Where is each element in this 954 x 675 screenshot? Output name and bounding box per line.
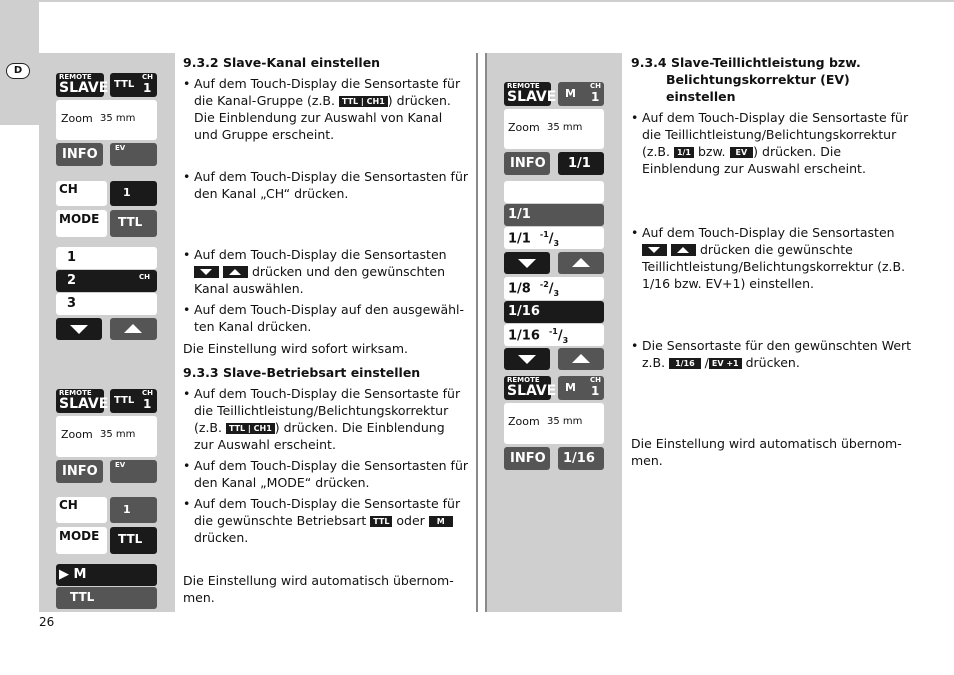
power-value-button-2[interactable]: 1/16 [558, 447, 604, 470]
ch-button-2[interactable]: CH [56, 497, 107, 523]
instruction-1: • Auf dem Touch-Display die Sensortaste für die Teillichtleistung/Belichtungskorrektur (z.B. TTL | CH1 ) drücken. Die Einblendung zur Auswahl erscheint. [183, 385, 468, 453]
zoom-display-2: Zoom 35 mm [56, 416, 157, 457]
note: Die Einstellung wird sofort wirksam. [183, 341, 408, 356]
section-heading: 9.3.4 Slave-Teillichtleistung bzw. [631, 55, 861, 70]
language-tab: D [6, 63, 30, 79]
down-arrow-button-2[interactable] [504, 252, 550, 274]
slave-button[interactable]: REMOTE SLAVE [56, 73, 104, 97]
up-arrow-icon [572, 354, 590, 363]
instruction-2: • Auf dem Touch-Display die Sensortasten drücken die gewünschte Teillichtleistung/Belichtungskorrektur (z.B. 1/16 bzw. EV+1) einstellen. [631, 224, 916, 292]
down-arrow-button[interactable] [56, 318, 102, 340]
channel-item-1[interactable]: 1 [56, 247, 157, 269]
m-badge: M [429, 516, 453, 527]
section-heading: 9.3.2 Slave-Kanal einstellen [183, 55, 381, 70]
instruction-4: • Auf dem Touch-Display auf den ausgewähl-ten Kanal drücken. [183, 301, 468, 335]
ch-value-2[interactable]: 1 [110, 497, 157, 523]
mode-value-2[interactable]: TTL [110, 527, 157, 554]
down-arrow-icon [518, 355, 536, 364]
ttl-badge: TTL [370, 516, 392, 527]
value-row-1-8[interactable]: 1/8 $^{-2}/_3$ [504, 277, 604, 300]
down-arrow-icon [518, 259, 536, 268]
slave-button-4[interactable]: REMOTE SLAVE [504, 376, 551, 400]
ev-button-2[interactable]: EV [110, 460, 157, 483]
mode-button[interactable]: MODE [56, 210, 107, 237]
zoom-display: Zoom 35 mm [56, 100, 157, 140]
one-one-badge: 1/1 [674, 147, 694, 158]
instruction-3: • Auf dem Touch-Display die Sensortaste für die gewünschte Betriebsart TTL oder M drücken. [183, 495, 468, 546]
down-arrow-icon [642, 244, 667, 256]
zoom-display-3: Zoom 35 mm [504, 109, 604, 149]
ch-button[interactable]: CH [56, 181, 107, 206]
instruction-3: • Die Sensortaste für den gewünschten Wert z.B. 1/16 / EV +1 drücken. [631, 337, 916, 371]
down-arrow-icon [70, 325, 88, 334]
down-arrow-button-3[interactable] [504, 348, 550, 370]
mode-button-2[interactable]: MODE [56, 527, 107, 554]
ch-value[interactable]: 1 [110, 181, 157, 206]
note: Die Einstellung wird automatisch übernom-men. [631, 436, 902, 468]
info-button-3[interactable]: INFO [504, 152, 550, 175]
ev-badge: EV [730, 147, 754, 158]
ttl-ch-button-2[interactable]: TTL CH 1 [110, 389, 157, 413]
column-divider [476, 53, 478, 612]
m-ch-button-2[interactable]: M CH 1 [558, 376, 604, 400]
m-ch-button[interactable]: M CH 1 [558, 82, 604, 106]
mode-option-ttl[interactable]: TTL [56, 587, 157, 609]
one-sixteenth-badge: 1/16 [669, 358, 701, 369]
up-arrow-button[interactable] [110, 318, 157, 340]
slave-button-2[interactable]: REMOTE SLAVE [56, 389, 104, 413]
value-row-1-16-third[interactable]: 1/16 $^{-1}/_3$ [504, 324, 604, 346]
slave-button-3[interactable]: REMOTE SLAVE [504, 82, 551, 106]
top-border [39, 0, 954, 2]
value-row-1-1-third[interactable]: 1/1 $^{-1}/_3$ [504, 227, 604, 249]
instruction-2: • Auf dem Touch-Display die Sensortasten für den Kanal „MODE“ drücken. [183, 457, 468, 491]
section-9-3-3 [183, 364, 468, 606]
instruction-3: • Auf dem Touch-Display die Sensortasten drücken und den gewünschten Kanal auswählen. [183, 246, 468, 297]
info-button-4[interactable]: INFO [504, 447, 550, 470]
up-arrow-button-3[interactable] [558, 348, 604, 370]
column-divider-2 [485, 53, 487, 612]
value-row-1-16[interactable]: 1/16 [504, 301, 604, 323]
up-arrow-button-2[interactable] [558, 252, 604, 274]
ev-plus-one-badge: EV +1 [709, 358, 742, 369]
down-arrow-icon [194, 266, 219, 278]
ttl-ch1-badge: TTL | CH1 [226, 423, 275, 434]
note: Die Einstellung wird automatisch übernom-men. [183, 573, 454, 605]
ttl-ch1-badge: TTL | CH1 [339, 96, 388, 107]
info-button-2[interactable]: INFO [56, 460, 103, 483]
channel-item-2[interactable]: 2 CH [56, 270, 157, 292]
up-arrow-icon [124, 324, 142, 333]
section-9-3-2 [183, 54, 468, 357]
value-row-1-1[interactable]: 1/1 [504, 204, 604, 226]
empty-row [504, 181, 604, 203]
channel-item-3[interactable]: 3 [56, 293, 157, 315]
zoom-display-4: Zoom 35 mm [504, 403, 604, 444]
up-arrow-icon [572, 258, 590, 267]
section-9-3-4 [631, 54, 916, 469]
page-number: 26 [39, 615, 55, 629]
section-heading: 9.3.3 Slave-Betriebsart einstellen [183, 365, 421, 380]
ev-button[interactable]: EV [110, 143, 157, 166]
power-value-button[interactable]: 1/1 [558, 152, 604, 175]
info-button[interactable]: INFO [56, 143, 103, 166]
mode-value[interactable]: TTL [110, 210, 157, 237]
instruction-1: • Auf dem Touch-Display die Sensortaste für die Kanal-Gruppe (z.B. TTL | CH1 ) drücken. Die Einblendung zur Auswahl von Kanal und Gruppe erscheint. [183, 75, 468, 143]
ttl-ch-button[interactable]: TTL CH 1 [110, 73, 157, 97]
up-arrow-icon [223, 266, 248, 278]
instruction-2: • Auf dem Touch-Display die Sensortasten für den Kanal „CH“ drücken. [183, 168, 468, 202]
up-arrow-icon [671, 244, 696, 256]
instruction-1: • Auf dem Touch-Display die Sensortaste für die Teillichtleistung/Belichtungskorrektur (z.B. 1/1 bzw. EV ) drücken. Die Einblendung zur Auswahl erscheint. [631, 109, 916, 177]
mode-option-m[interactable]: ▶ M [56, 564, 157, 586]
section-heading-2: Belichtungskorrektur (EV) einstellen [666, 72, 850, 104]
